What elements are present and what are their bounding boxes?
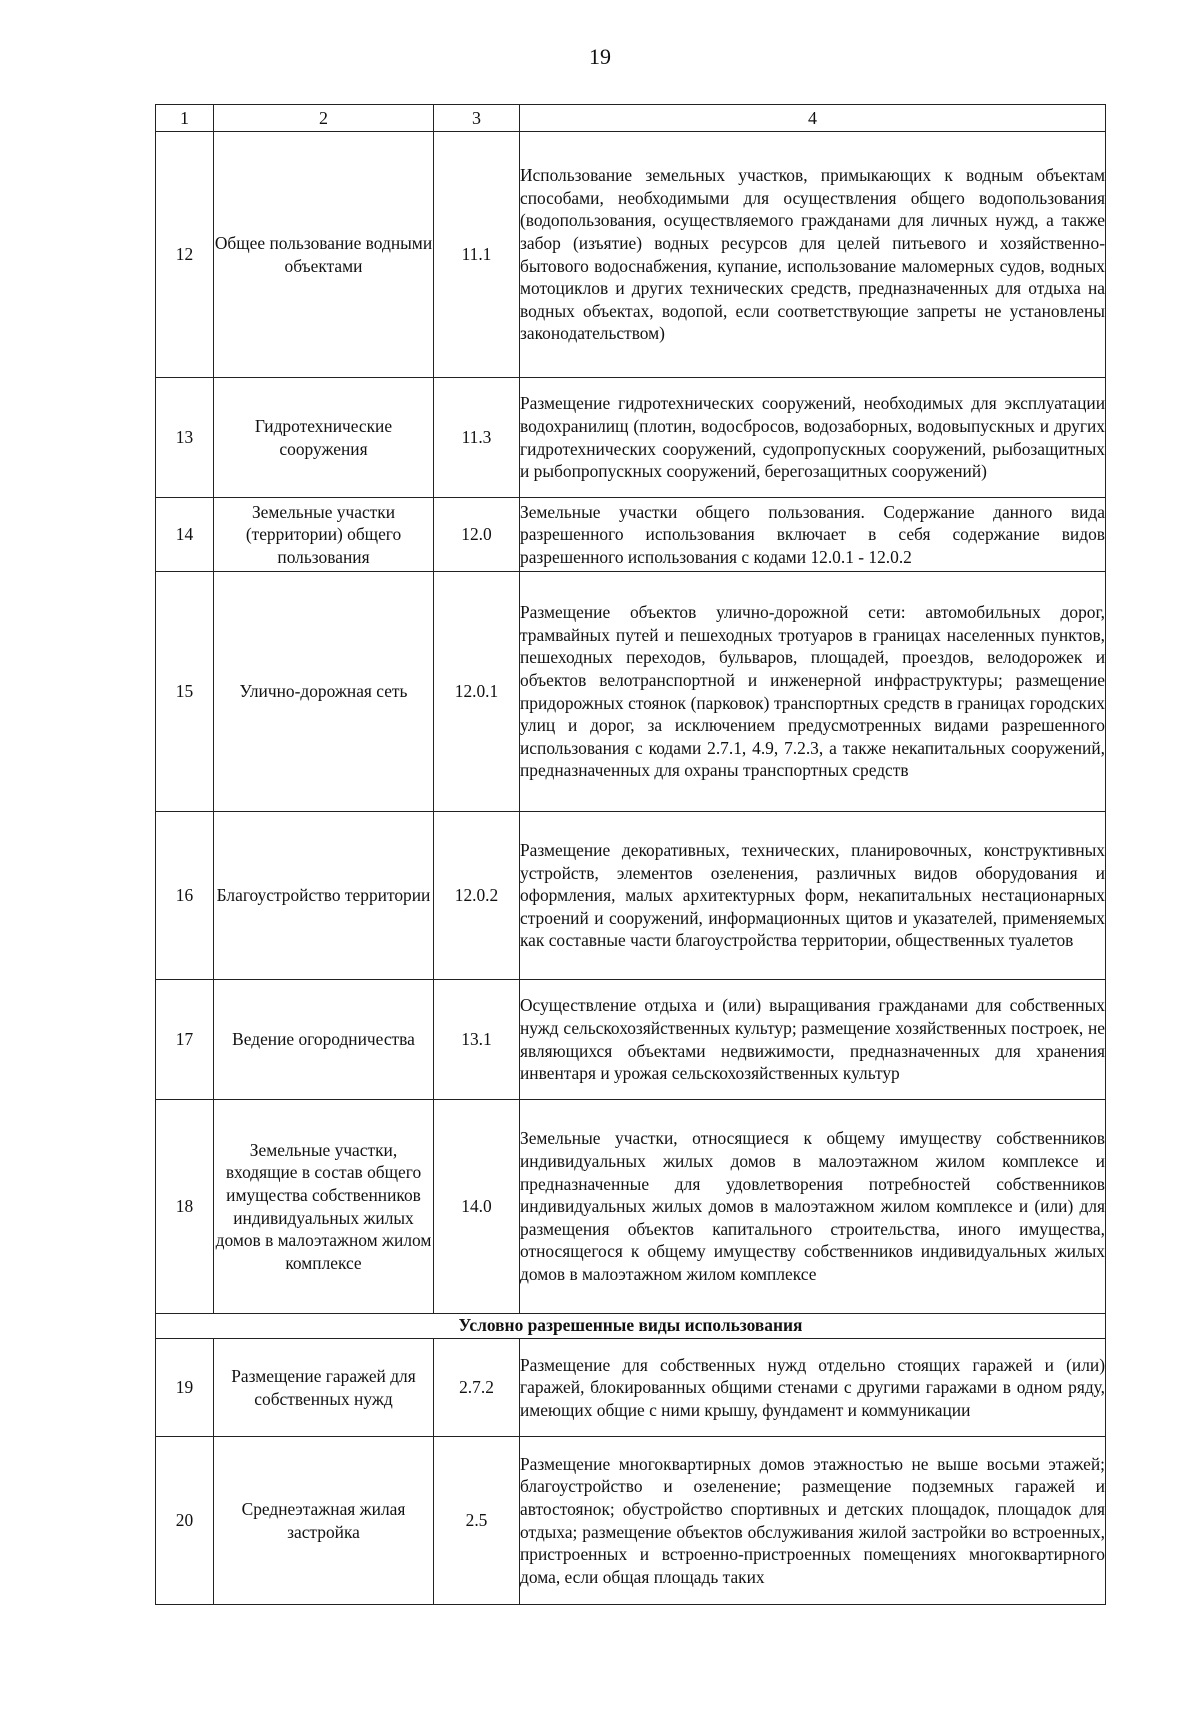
use-type-code: 11.1 <box>434 132 520 378</box>
use-type-name: Земельные участки (территории) общего пользования <box>214 498 434 572</box>
use-type-name: Ведение огородничества <box>214 980 434 1100</box>
column-header-row <box>156 105 1106 132</box>
table-row <box>156 1437 1106 1605</box>
column-header: 4 <box>520 105 1106 132</box>
use-type-name: Среднеэтажная жилая застройка <box>214 1437 434 1605</box>
column-header: 1 <box>156 105 214 132</box>
use-type-code: 12.0.1 <box>434 572 520 812</box>
use-type-description: Размещение гидротехнических сооружений, необходимых для эксплуатации водохранилищ (плотин, водосбросов, водозаборных, водовыпускных и других гидротехнических сооружений, судопропускных сооружений, рыбозащитных и рыбопропускных сооружений, берегозащитных сооружений) <box>520 378 1106 498</box>
use-type-description: Земельные участки, относящиеся к общему имуществу собственников индивидуальных жилых домов в малоэтажном жилом комплексе и предназначенные для удовлетворения потребностей собственников индивидуальных жилых домов в малоэтажном жилом комплексе и (или) для размещения объектов капитального строительства, иного имущества, относящегося к общему имуществу собственников индивидуальных жилых домов в малоэтажном жилом комплексе <box>520 1100 1106 1314</box>
row-number: 15 <box>156 572 214 812</box>
table-row <box>156 132 1106 378</box>
row-number: 18 <box>156 1100 214 1314</box>
row-number: 13 <box>156 378 214 498</box>
table-row <box>156 572 1106 812</box>
use-type-name: Земельные участки, входящие в состав общего имущества собственников индивидуальных жилых домов в малоэтажном жилом комплексе <box>214 1100 434 1314</box>
section-title: Условно разрешенные виды использования <box>156 1314 1106 1339</box>
use-type-description: Размещение объектов улично-дорожной сети: автомобильных дорог, трамвайных путей и пешеходных тротуаров в границах населенных пунктов, пешеходных переходов, бульваров, площадей, проездов, велодорожек и объектов велотранспортной и инженерной инфраструктуры; размещение придорожных стоянок (парковок) транспортных средств в границах городских улиц и дорог, за исключением предусмотренных видами разрешенного использования с кодами 2.7.1, 4.9, 7.2.3, а также некапитальных сооружений, предназначенных для охраны транспортных средств <box>520 572 1106 812</box>
table-row <box>156 498 1106 572</box>
table-row <box>156 1339 1106 1437</box>
table-row <box>156 1100 1106 1314</box>
use-type-name: Гидротехнические сооружения <box>214 378 434 498</box>
use-type-name: Размещение гаражей для собственных нужд <box>214 1339 434 1437</box>
table-row <box>156 812 1106 980</box>
table-row <box>156 378 1106 498</box>
use-type-description: Использование земельных участков, примыкающих к водным объектам способами, необходимыми для осуществления общего водопользования (водопользования, осуществляемого гражданами для личных нужд, а также забор (изъятие) водных ресурсов для целей питьевого и хозяйственно-бытового водоснабжения, купание, использование маломерных судов, водных мотоциклов и других технических средств, предназначенных для отдыха на водных объектах, водопой, если соответствующие запреты не установлены законодательством) <box>520 132 1106 378</box>
row-number: 20 <box>156 1437 214 1605</box>
use-type-code: 11.3 <box>434 378 520 498</box>
use-type-code: 2.5 <box>434 1437 520 1605</box>
row-number: 16 <box>156 812 214 980</box>
use-type-code: 12.0 <box>434 498 520 572</box>
use-type-code: 12.0.2 <box>434 812 520 980</box>
row-number: 17 <box>156 980 214 1100</box>
row-number: 19 <box>156 1339 214 1437</box>
use-type-description: Размещение многоквартирных домов этажностью не выше восьми этажей; благоустройство и озеленение; размещение подземных гаражей и автостоянок; обустройство спортивных и детских площадок, площадок для отдыха; размещение объектов обслуживания жилой застройки во встроенных, пристроенных и встроенно-пристроенных помещениях многоквартирного дома, если общая площадь таких <box>520 1437 1106 1605</box>
use-type-description: Размещение для собственных нужд отдельно стоящих гаражей и (или) гаражей, блокированных общими стенами с другими гаражами в одном ряду, имеющих общие с ними крышу, фундамент и коммуникации <box>520 1339 1106 1437</box>
page-number: 19 <box>589 44 611 69</box>
land-use-table <box>155 104 1106 1605</box>
use-type-description: Земельные участки общего пользования. Содержание данного вида разрешенного использования включает в себя содержание видов разрешенного использования с кодами 12.0.1 - 12.0.2 <box>520 498 1106 572</box>
use-type-description: Размещение декоративных, технических, планировочных, конструктивных устройств, элементов озеленения, различных видов оборудования и оформления, малых архитектурных форм, некапитальных нестационарных строений и сооружений, информационных щитов и указателей, применяемых как составные части благоустройства территории, общественных туалетов <box>520 812 1106 980</box>
column-header: 2 <box>214 105 434 132</box>
row-number: 14 <box>156 498 214 572</box>
section-header-row <box>156 1314 1106 1339</box>
row-number: 12 <box>156 132 214 378</box>
use-type-description: Осуществление отдыха и (или) выращивания гражданами для собственных нужд сельскохозяйственных культур; размещение хозяйственных построек, не являющихся объектами недвижимости, предназначенных для хранения инвентаря и урожая сельскохозяйственных культур <box>520 980 1106 1100</box>
use-type-name: Благоустройство территории <box>214 812 434 980</box>
use-type-code: 13.1 <box>434 980 520 1100</box>
table-row <box>156 980 1106 1100</box>
use-type-name: Улично-дорожная сеть <box>214 572 434 812</box>
use-type-name: Общее пользование водными объектами <box>214 132 434 378</box>
column-header: 3 <box>434 105 520 132</box>
use-type-code: 2.7.2 <box>434 1339 520 1437</box>
use-type-code: 14.0 <box>434 1100 520 1314</box>
